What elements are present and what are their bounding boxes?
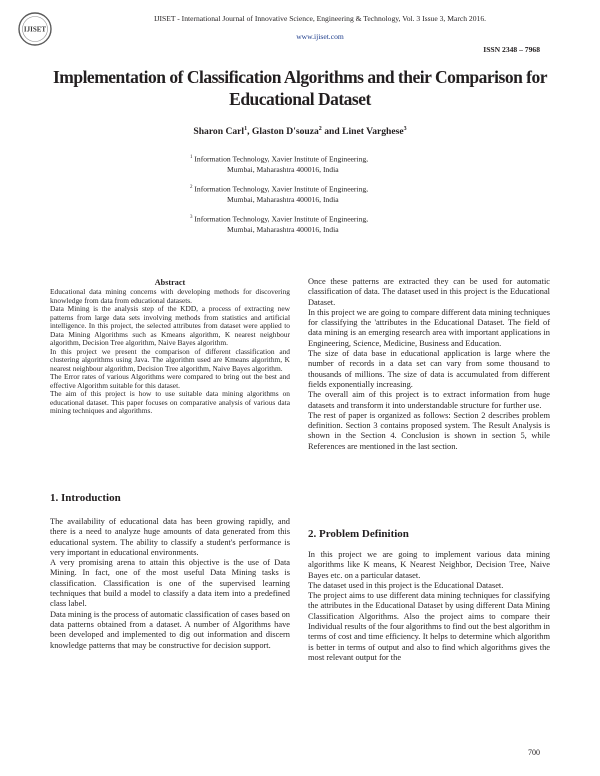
introduction-paragraph: Data mining is the process of automatic classification of cases based on data patterns obtained from a dataset. A number of Algorithms have been developed and implemented to dig out information and discern knowledge patterns that may be constructive for decision support.: [50, 609, 290, 650]
affiliation-1: $^1$ Information Technology, Xavier Institute of Engineering, Mumbai, Maharashtra 400016, India: [190, 154, 369, 174]
abstract-paragraph: Educational data mining concerns with developing methods for discovering knowledge from data from educational datasets.: [50, 287, 290, 305]
title-line-1: Implementation of Classification Algorithms and their Comparison for: [52, 67, 548, 87]
page-number: 700: [528, 748, 540, 757]
body-paragraph: The size of data base in educational application is large where the number of records in a data set can vary from some thousand to thousands of millions. The size of data is accumulated from different fields exponentially increasing.: [308, 349, 550, 389]
title-line-2: Educational Dataset: [229, 89, 371, 109]
journal-website-link[interactable]: www.ijiset.com: [296, 32, 344, 41]
author-2: Glaston D'souza: [251, 126, 319, 138]
problem-definition-body: [308, 550, 550, 663]
journal-header-line: IJISET - International Journal of Innovative Science, Engineering & Technology, Vol. 3 Issue 3, March 2016.: [153, 14, 487, 23]
author-1: Sharon Carl: [193, 126, 245, 138]
body-paragraph: The rest of paper is organized as follows: Section 2 describes problem definition. Section 3 contains proposed system. The Result Analysis is shown in the Section 4. Conclusion is shown in section 5, while References are mentioned in the last section.: [308, 410, 550, 451]
problem-paragraph: In this project we are going to implement various data mining algorithms like K means, K Nearest Neighbor, Decision Tree, Naive Bayes etc. on a particular dataset.: [308, 550, 550, 580]
abstract-paragraph: The aim of this project is how to use suitable data mining algorithms on educational dataset. This paper focuses on comparative analysis of various data mining techniques and algorithms.: [50, 389, 290, 415]
introduction-body: [50, 517, 290, 651]
body-paragraph: In this project we are going to compare different data mining techniques for classifying the 'attributes in the Educational Dataset. The field of data mining is an emerging research area with important applications in Engineering, Science, Medicine, Business and Education.: [308, 307, 550, 348]
abstract-paragraph: The Error rates of various Algorithms were compared to bring out the best and effective Algorithm suitable for this dataset.: [50, 372, 290, 390]
right-column-body: [308, 277, 550, 452]
abstract-body: [50, 288, 290, 416]
problem-paragraph: The dataset used in this project is the Educational Dataset.: [308, 580, 504, 590]
body-paragraph: Once these patterns are extracted they can be used for automatic classification of data. The dataset used in this project is the Educational Dataset.: [308, 277, 550, 307]
introduction-paragraph: The availability of educational data has been growing rapidly, and there is a need to analyze huge amounts of data generated from this educational system. The ability to classify a student's performance is very important in educational environments.: [50, 517, 290, 557]
author-3: Linet Varghese: [342, 126, 404, 138]
problem-paragraph: The project aims to use different data mining techniques for classifying the attributes in the Educational Dataset by using different Data Mining Classification Algorithms. Also the project aims to compare their Individual results of the four algorithms to find out the best algorithm in terms of cost and time efficiency. It helps to determine which algorithm is better in terms of output and also to find which algorithms gives the most relevant output for the: [308, 591, 550, 662]
abstract-paragraph: In this project we present the comparison of different classification and clustering algorithms using Java. The algorithm used are Kmeans algorithm, K nearest neighbour algorithm, Decision Tree algorithm, Naive Bayes algorithm.: [50, 346, 290, 373]
affiliation-2: $^2$ Information Technology, Xavier Institute of Engineering, Mumbai, Maharashtra 400016, India: [190, 184, 369, 204]
issn-label: ISSN 2348 – 7968: [483, 45, 540, 54]
problem-definition-heading: 2. Problem Definition: [308, 528, 409, 540]
abstract-heading: Abstract: [154, 278, 186, 287]
affiliation-3: $^3$ Information Technology, Xavier Institute of Engineering, Mumbai, Maharashtra 400016, India: [190, 214, 369, 234]
paper-title: [40, 66, 560, 110]
abstract-paragraph: Data Mining is the analysis step of the KDD, a process of extracting new patterns from large data sets involving methods from statistics and artificial intelligence. In this project, the selected attributes from dataset were applied to Data Mining Algorithms such as Kmeans algorithm, K nearest neighbour algorithm, Decision Tree algorithm, Naive Bayes algorithm.: [50, 304, 290, 347]
svg-text:IJISET: IJISET: [23, 25, 47, 34]
body-paragraph: The overall aim of this project is to extract information from huge datasets and transform it into understandable structure for further use.: [308, 390, 550, 410]
author-list: Sharon Carl$^1$, Glaston D'souza$^2$ and Linet Varghese$^3$: [193, 126, 407, 138]
journal-logo: [18, 12, 52, 46]
introduction-paragraph: A very promising arena to attain this objective is the use of Data Mining. In fact, one of the most useful Data Mining tasks is classification. Classification is one of the supervised learning techniques that build a model to classify a data item into a predefined class label.: [50, 558, 290, 609]
introduction-heading: 1. Introduction: [50, 492, 121, 504]
